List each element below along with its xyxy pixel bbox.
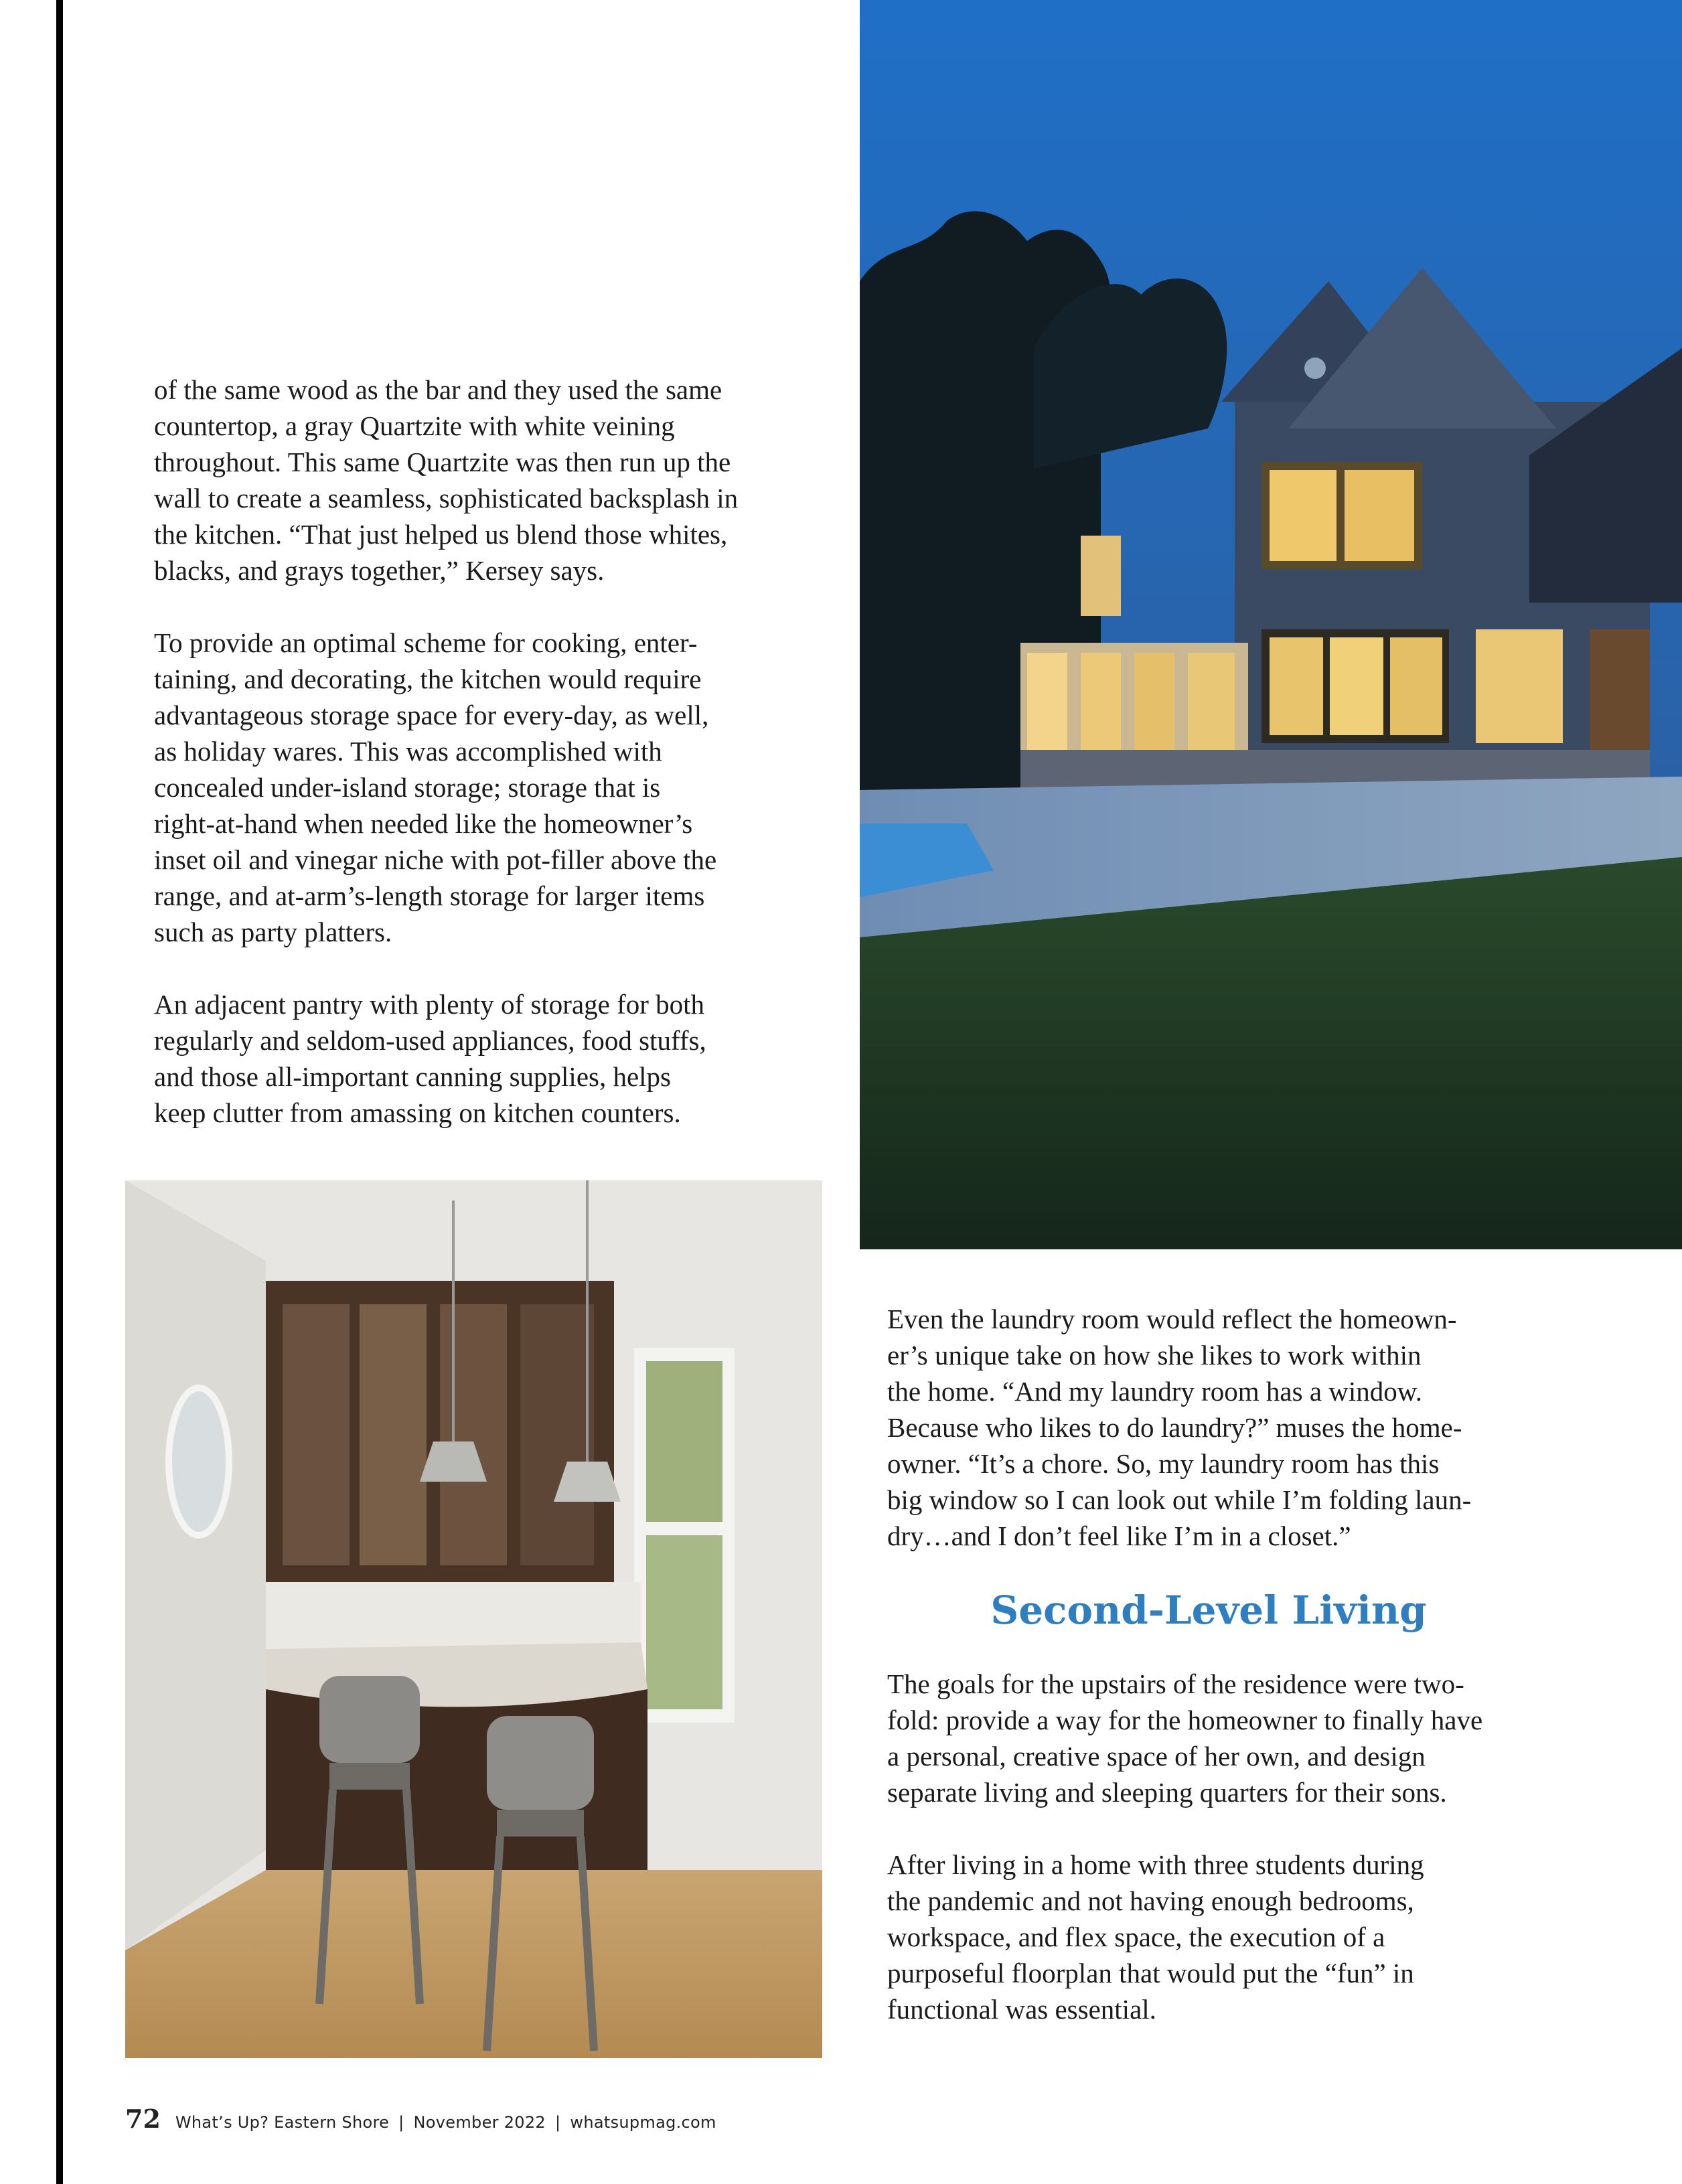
paragraph-laundry: Even the laundry room would reflect the homeown- er’s unique take on how she likes to work within the home. “And my laundry room has a window. Because who likes to do laundry?” muses the home- owner. “It’s a chore. So, my laundry room has this big window so I can look out while I’m folding laun- dry…and I don’t feel like I’m in a closet.”	[887, 1304, 1472, 1551]
paragraph-countertop: of the same wood as the bar and they used the same countertop, a gray Quartzite with white veining throughout. This same Quartzite was then run up the wall to create a seamless, sophisticated backsplash in the kitchen. “That just helped us blend those whites, blacks, and grays together,” Kersey says.	[154, 374, 739, 586]
wet-bar-photo	[125, 1180, 822, 2058]
page-footer	[125, 2104, 716, 2144]
article-section-body	[887, 1666, 1557, 2027]
footer-separator: |	[398, 2113, 404, 2132]
issue-date: November 2022	[413, 2113, 546, 2132]
paragraph-storage: To provide an optimal scheme for cooking, enter- taining, and decorating, the kitchen would require advantageous storage space for every-day, as well, as holiday wares. This was accomplished with concealed under-island storage; storage that is right-at-hand when needed like the homeowner’s inset oil and vinegar niche with pot-filler above the range, and at-arm’s-length storage for larger items such as party platters.	[154, 627, 717, 947]
website-link[interactable]: whatsupmag.com	[570, 2113, 716, 2132]
article-right-column	[887, 1301, 1557, 1554]
footer-separator: |	[555, 2113, 561, 2132]
page-number: 72	[125, 2104, 161, 2134]
article-left-column	[154, 372, 810, 1131]
exterior-dusk-photo	[860, 0, 1682, 1249]
page-spine-rule	[56, 0, 63, 2184]
publication-name: What’s Up? Eastern Shore	[175, 2113, 390, 2132]
paragraph-pantry: An adjacent pantry with plenty of storage for both regularly and seldom-used appliances, food stuffs, and those all-important canning supplies, helps keep clutter from amassing on kitchen counters.	[154, 989, 706, 1128]
paragraph-floorplan: After living in a home with three students during the pandemic and not having enough bedrooms, workspace, and flex space, the execution of a purposeful floorplan that would put the “fun” in functional was essential.	[887, 1849, 1424, 2025]
section-heading: Second-Level Living	[990, 1587, 1427, 1633]
paragraph-upstairs-goals: The goals for the upstairs of the residence were two- fold: provide a way for the homeowner to finally have a personal, creative space of her own, and design separate living and sleeping quarters for their sons.	[887, 1668, 1483, 1808]
